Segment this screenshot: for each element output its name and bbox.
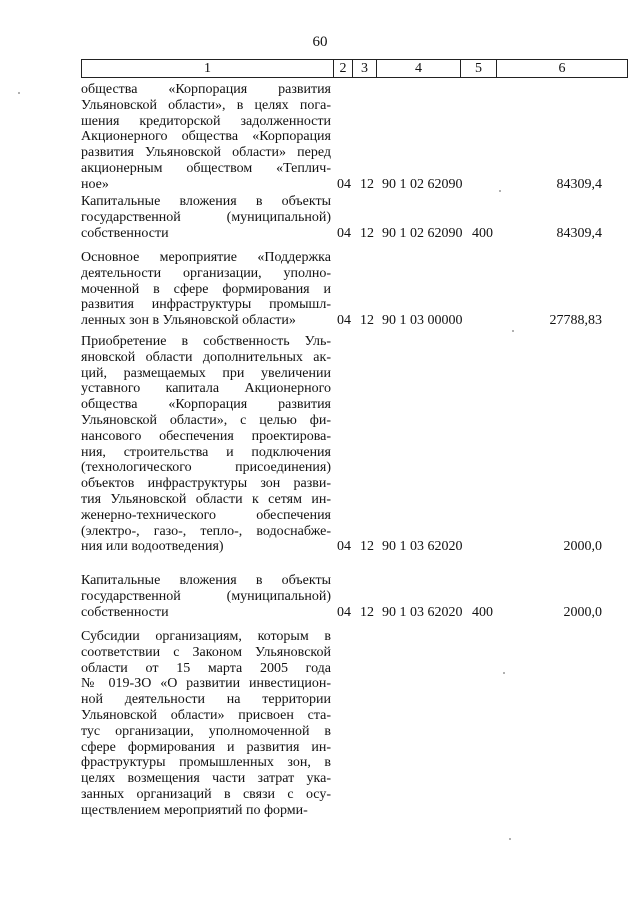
description-line: ной деятельности на территории <box>81 692 331 708</box>
description-line: ное» <box>81 176 109 192</box>
description-line: занных организаций в связи с осу- <box>81 786 331 802</box>
description-line: акционерным обществом «Теплич- <box>81 160 331 176</box>
row-description <box>81 573 331 620</box>
page-number: 60 <box>312 34 328 50</box>
description-line: ния, строительства и подключения <box>81 444 331 460</box>
table-header <box>81 59 628 78</box>
description-line: женерно-технического обеспечения <box>81 507 331 523</box>
description-line: области от 15 марта 2005 года <box>81 660 331 676</box>
row-description <box>81 629 331 819</box>
description-line: Ульяновской области», с целью фи- <box>81 412 331 428</box>
row-target: 90 1 03 62020 <box>382 539 463 555</box>
row-section: 04 <box>337 176 351 192</box>
row-target: 90 1 02 62090 <box>382 176 463 192</box>
description-line: Ульяновской области» присвоен ста- <box>81 707 331 723</box>
row-amount: 2000,0 <box>563 604 602 620</box>
description-line: уставного капитала Акционерного <box>81 381 331 397</box>
row-exp-type: 400 <box>472 604 493 620</box>
row-section: 04 <box>337 604 351 620</box>
description-line: Основное мероприятие «Поддержка <box>81 250 331 265</box>
description-line: шения кредиторской задолженности <box>81 113 331 129</box>
row-section: 04 <box>337 539 351 555</box>
description-line: моченной в сфере формирования и <box>81 281 331 297</box>
header-col-2: 2 <box>334 60 353 77</box>
row-description <box>81 194 331 241</box>
scan-speck <box>18 92 20 94</box>
description-line: тия Ульяновской области к сетям ин- <box>81 491 331 507</box>
description-line: ций, размещаемых при увеличении <box>81 365 331 381</box>
header-col-4: 4 <box>377 60 461 77</box>
description-line: объектов инфраструктуры зон разви- <box>81 476 331 492</box>
description-line: развития инфраструктуры промышл- <box>81 297 331 313</box>
description-line: собственности <box>81 604 169 620</box>
scan-speck <box>503 672 505 674</box>
description-line: государственной (муниципальной) <box>81 588 331 604</box>
row-target: 90 1 03 00000 <box>382 313 463 329</box>
description-line: Приобретение в собственность Уль- <box>81 334 331 349</box>
description-line: нансового обеспечения проектирова- <box>81 428 331 444</box>
description-line: общества «Корпорация развития <box>81 397 331 413</box>
row-description <box>81 250 331 329</box>
description-line: Капитальные вложения в объекты <box>81 573 331 588</box>
row-amount: 27788,83 <box>549 313 602 329</box>
description-line: развития Ульяновской области» перед <box>81 145 331 161</box>
scan-speck <box>499 190 501 192</box>
description-line: государственной (муниципальной) <box>81 209 331 225</box>
row-amount: 84309,4 <box>556 176 602 192</box>
row-subsection: 12 <box>360 539 374 555</box>
description-line: общества «Корпорация развития <box>81 82 331 97</box>
row-section: 04 <box>337 225 351 241</box>
header-col-5: 5 <box>461 60 497 77</box>
row-subsection: 12 <box>360 225 374 241</box>
row-target: 90 1 02 62090 <box>382 225 463 241</box>
row-amount: 2000,0 <box>563 539 602 555</box>
description-line: собственности <box>81 225 169 241</box>
row-amount: 84309,4 <box>556 225 602 241</box>
description-line: Капитальные вложения в объекты <box>81 194 331 209</box>
description-line: фраструктуры промышленных зон, в <box>81 755 331 771</box>
description-line: тус организации, уполномоченной в <box>81 723 331 739</box>
description-line: яновской области дополнительных ак- <box>81 349 331 365</box>
header-col-3: 3 <box>353 60 377 77</box>
row-subsection: 12 <box>360 176 374 192</box>
description-line: № 019-ЗО «О развитии инвестицион- <box>81 676 331 692</box>
description-line: целях возмещения части затрат ука- <box>81 771 331 787</box>
row-subsection: 12 <box>360 604 374 620</box>
description-line: деятельности организации, уполно- <box>81 265 331 281</box>
description-line: Акционерного общества «Корпорация <box>81 129 331 145</box>
description-line: сфере формирования и развития ин- <box>81 739 331 755</box>
scan-speck <box>509 838 511 840</box>
header-col-6: 6 <box>558 61 566 76</box>
row-description <box>81 334 331 555</box>
description-line: (технологического присоединения) <box>81 460 331 476</box>
description-line: ществлением мероприятий по форми- <box>81 802 308 818</box>
description-line: Субсидии организациям, которым в <box>81 629 331 644</box>
row-target: 90 1 03 62020 <box>382 604 463 620</box>
row-subsection: 12 <box>360 313 374 329</box>
scan-speck <box>512 330 514 332</box>
header-col-1: 1 <box>82 60 334 77</box>
row-exp-type: 400 <box>472 225 493 241</box>
description-line: ния или водоотведения) <box>81 539 224 555</box>
row-description <box>81 82 331 193</box>
description-line: Ульяновской области», в целях пога- <box>81 97 331 113</box>
description-line: (электро-, газо-, тепло-, водоснабже- <box>81 523 331 539</box>
description-line: соответствии с Законом Ульяновской <box>81 644 331 660</box>
row-section: 04 <box>337 313 351 329</box>
description-line: ленных зон в Ульяновской области» <box>81 313 296 329</box>
